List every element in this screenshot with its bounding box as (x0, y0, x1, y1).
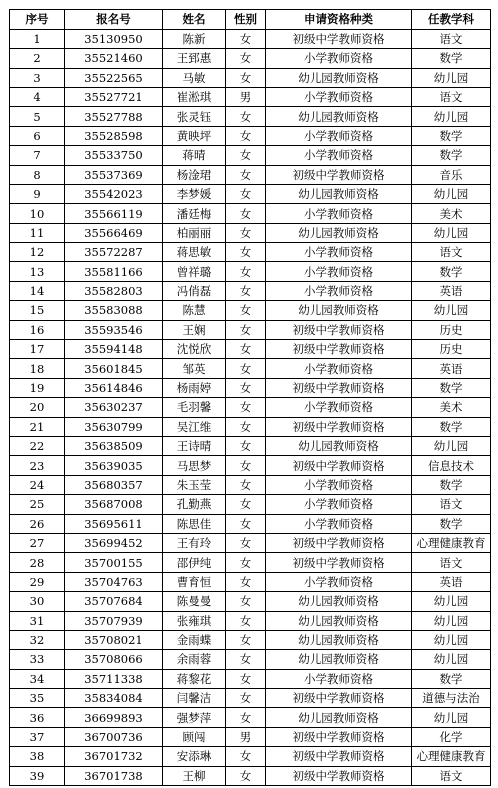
cell-gender: 女 (226, 378, 266, 397)
cell-name: 杨雨婷 (163, 378, 226, 397)
cell-serial-number: 2 (10, 49, 65, 68)
cell-qualification-type: 初级中学教师资格 (266, 766, 412, 785)
cell-serial-number: 4 (10, 87, 65, 106)
cell-serial-number: 15 (10, 301, 65, 320)
cell-qualification-type: 初级中学教师资格 (266, 553, 412, 572)
cell-name: 沈悦欣 (163, 340, 226, 359)
cell-name: 蒋黎花 (163, 669, 226, 688)
cell-qualification-type: 小学教师资格 (266, 495, 412, 514)
cell-teaching-subject: 幼儿园 (412, 107, 491, 126)
cell-serial-number: 34 (10, 669, 65, 688)
table-row (10, 456, 491, 475)
table-row (10, 572, 491, 591)
cell-teaching-subject: 化学 (412, 727, 491, 746)
table-row (10, 533, 491, 552)
cell-serial-number: 23 (10, 456, 65, 475)
cell-qualification-type: 幼儿园教师资格 (266, 223, 412, 242)
cell-qualification-type: 幼儿园教师资格 (266, 592, 412, 611)
cell-registration-number: 35687008 (65, 495, 163, 514)
cell-serial-number: 19 (10, 378, 65, 397)
cell-teaching-subject: 数学 (412, 262, 491, 281)
table-row (10, 68, 491, 87)
cell-name: 潘廷梅 (163, 204, 226, 223)
table-row (10, 184, 491, 203)
cell-teaching-subject: 音乐 (412, 165, 491, 184)
cell-serial-number: 38 (10, 747, 65, 766)
cell-serial-number: 22 (10, 437, 65, 456)
cell-teaching-subject: 语文 (412, 29, 491, 48)
cell-name: 顾闯 (163, 727, 226, 746)
cell-teaching-subject: 信息技术 (412, 456, 491, 475)
cell-teaching-subject: 语文 (412, 87, 491, 106)
table-row (10, 107, 491, 126)
table-row (10, 320, 491, 339)
cell-teaching-subject: 英语 (412, 359, 491, 378)
cell-qualification-type: 小学教师资格 (266, 669, 412, 688)
cell-gender: 女 (226, 514, 266, 533)
table-row (10, 340, 491, 359)
cell-qualification-type: 幼儿园教师资格 (266, 708, 412, 727)
cell-name: 王郅惠 (163, 49, 226, 68)
cell-serial-number: 12 (10, 243, 65, 262)
cell-registration-number: 35583088 (65, 301, 163, 320)
cell-teaching-subject: 幼儿园 (412, 223, 491, 242)
cell-name: 蒋晴 (163, 146, 226, 165)
cell-gender: 女 (226, 475, 266, 494)
cell-serial-number: 32 (10, 630, 65, 649)
cell-registration-number: 35708021 (65, 630, 163, 649)
cell-registration-number: 35614846 (65, 378, 163, 397)
cell-gender: 女 (226, 126, 266, 145)
table-row (10, 378, 491, 397)
cell-registration-number: 35594148 (65, 340, 163, 359)
cell-serial-number: 31 (10, 611, 65, 630)
header-name: 姓名 (163, 10, 226, 30)
cell-teaching-subject: 语文 (412, 495, 491, 514)
cell-gender: 女 (226, 204, 266, 223)
table-row (10, 495, 491, 514)
cell-teaching-subject: 幼儿园 (412, 611, 491, 630)
cell-serial-number: 20 (10, 398, 65, 417)
cell-qualification-type: 幼儿园教师资格 (266, 611, 412, 630)
cell-qualification-type: 初级中学教师资格 (266, 417, 412, 436)
cell-name: 陈慧 (163, 301, 226, 320)
cell-teaching-subject: 语文 (412, 243, 491, 262)
cell-registration-number: 35528598 (65, 126, 163, 145)
cell-gender: 女 (226, 49, 266, 68)
table-row (10, 29, 491, 48)
cell-name: 王娴 (163, 320, 226, 339)
cell-gender: 女 (226, 184, 266, 203)
cell-qualification-type: 幼儿园教师资格 (266, 437, 412, 456)
table-row (10, 747, 491, 766)
cell-gender: 女 (226, 320, 266, 339)
cell-gender: 女 (226, 553, 266, 572)
cell-qualification-type: 幼儿园教师资格 (266, 184, 412, 203)
cell-name: 曾祥璐 (163, 262, 226, 281)
table-row (10, 630, 491, 649)
cell-name: 安添琳 (163, 747, 226, 766)
cell-gender: 女 (226, 689, 266, 708)
cell-teaching-subject: 美术 (412, 398, 491, 417)
cell-qualification-type: 小学教师资格 (266, 398, 412, 417)
cell-gender: 女 (226, 29, 266, 48)
cell-serial-number: 16 (10, 320, 65, 339)
cell-gender: 女 (226, 281, 266, 300)
cell-teaching-subject: 数学 (412, 417, 491, 436)
cell-registration-number: 36700736 (65, 727, 163, 746)
cell-name: 马思梦 (163, 456, 226, 475)
table-row (10, 689, 491, 708)
cell-serial-number: 27 (10, 533, 65, 552)
header-serial-number: 序号 (10, 10, 65, 30)
header-row (10, 10, 491, 30)
cell-registration-number: 35527788 (65, 107, 163, 126)
cell-name: 陈思佳 (163, 514, 226, 533)
cell-serial-number: 3 (10, 68, 65, 87)
cell-teaching-subject: 数学 (412, 126, 491, 145)
cell-gender: 男 (226, 87, 266, 106)
header-teaching-subject: 任教学科 (412, 10, 491, 30)
cell-teaching-subject: 心理健康教育 (412, 747, 491, 766)
cell-name: 柏丽丽 (163, 223, 226, 242)
cell-teaching-subject: 历史 (412, 340, 491, 359)
cell-teaching-subject: 幼儿园 (412, 301, 491, 320)
cell-serial-number: 29 (10, 572, 65, 591)
cell-name: 马敏 (163, 68, 226, 87)
cell-registration-number: 35572287 (65, 243, 163, 262)
cell-name: 王柳 (163, 766, 226, 785)
cell-name: 张灵钰 (163, 107, 226, 126)
cell-qualification-type: 小学教师资格 (266, 359, 412, 378)
cell-qualification-type: 幼儿园教师资格 (266, 630, 412, 649)
cell-gender: 女 (226, 650, 266, 669)
cell-name: 冯俏磊 (163, 281, 226, 300)
table-row (10, 281, 491, 300)
cell-name: 陈曼曼 (163, 592, 226, 611)
cell-name: 王有玲 (163, 533, 226, 552)
cell-gender: 女 (226, 359, 266, 378)
cell-teaching-subject: 语文 (412, 553, 491, 572)
cell-gender: 女 (226, 417, 266, 436)
table-row (10, 204, 491, 223)
table-row (10, 592, 491, 611)
cell-serial-number: 5 (10, 107, 65, 126)
cell-teaching-subject: 幼儿园 (412, 68, 491, 87)
cell-gender: 女 (226, 301, 266, 320)
cell-serial-number: 11 (10, 223, 65, 242)
cell-serial-number: 18 (10, 359, 65, 378)
cell-registration-number: 35521460 (65, 49, 163, 68)
cell-teaching-subject: 幼儿园 (412, 708, 491, 727)
cell-serial-number: 9 (10, 184, 65, 203)
cell-registration-number: 35593546 (65, 320, 163, 339)
cell-gender: 男 (226, 727, 266, 746)
cell-gender: 女 (226, 572, 266, 591)
cell-gender: 女 (226, 437, 266, 456)
cell-registration-number: 35566469 (65, 223, 163, 242)
cell-name: 强梦萍 (163, 708, 226, 727)
cell-gender: 女 (226, 340, 266, 359)
cell-registration-number: 35542023 (65, 184, 163, 203)
cell-registration-number: 35522565 (65, 68, 163, 87)
cell-name: 孔勤燕 (163, 495, 226, 514)
cell-name: 金雨蝶 (163, 630, 226, 649)
cell-teaching-subject: 美术 (412, 204, 491, 223)
cell-serial-number: 24 (10, 475, 65, 494)
header-registration-number: 报名号 (65, 10, 163, 30)
cell-teaching-subject: 数学 (412, 475, 491, 494)
cell-qualification-type: 初级中学教师资格 (266, 727, 412, 746)
table-row (10, 475, 491, 494)
cell-registration-number: 36701732 (65, 747, 163, 766)
cell-gender: 女 (226, 165, 266, 184)
table-row (10, 126, 491, 145)
table-row (10, 262, 491, 281)
cell-serial-number: 8 (10, 165, 65, 184)
cell-name: 余雨蓉 (163, 650, 226, 669)
cell-qualification-type: 小学教师资格 (266, 204, 412, 223)
cell-qualification-type: 幼儿园教师资格 (266, 650, 412, 669)
cell-gender: 女 (226, 533, 266, 552)
cell-name: 邵伊纯 (163, 553, 226, 572)
table-row (10, 301, 491, 320)
cell-gender: 女 (226, 146, 266, 165)
cell-registration-number: 35630799 (65, 417, 163, 436)
table-row (10, 146, 491, 165)
cell-registration-number: 35707939 (65, 611, 163, 630)
cell-registration-number: 35581166 (65, 262, 163, 281)
cell-teaching-subject: 幼儿园 (412, 437, 491, 456)
cell-qualification-type: 小学教师资格 (266, 572, 412, 591)
table-row (10, 669, 491, 688)
cell-qualification-type: 初级中学教师资格 (266, 378, 412, 397)
cell-gender: 女 (226, 495, 266, 514)
cell-qualification-type: 初级中学教师资格 (266, 320, 412, 339)
cell-registration-number: 35834084 (65, 689, 163, 708)
cell-gender: 女 (226, 107, 266, 126)
cell-gender: 女 (226, 262, 266, 281)
cell-qualification-type: 幼儿园教师资格 (266, 107, 412, 126)
cell-serial-number: 1 (10, 29, 65, 48)
cell-teaching-subject: 数学 (412, 669, 491, 688)
table-row (10, 437, 491, 456)
cell-teaching-subject: 英语 (412, 281, 491, 300)
cell-name: 邹英 (163, 359, 226, 378)
cell-qualification-type: 小学教师资格 (266, 281, 412, 300)
cell-gender: 女 (226, 223, 266, 242)
cell-registration-number: 36701738 (65, 766, 163, 785)
cell-serial-number: 17 (10, 340, 65, 359)
cell-teaching-subject: 数学 (412, 49, 491, 68)
cell-qualification-type: 初级中学教师资格 (266, 533, 412, 552)
table-row (10, 611, 491, 630)
cell-qualification-type: 初级中学教师资格 (266, 689, 412, 708)
table-row (10, 243, 491, 262)
table-row (10, 223, 491, 242)
cell-name: 朱玉莹 (163, 475, 226, 494)
cell-qualification-type: 小学教师资格 (266, 475, 412, 494)
cell-qualification-type: 幼儿园教师资格 (266, 68, 412, 87)
cell-teaching-subject: 数学 (412, 514, 491, 533)
cell-serial-number: 14 (10, 281, 65, 300)
cell-gender: 女 (226, 630, 266, 649)
cell-name: 闫馨洁 (163, 689, 226, 708)
cell-serial-number: 6 (10, 126, 65, 145)
cell-teaching-subject: 道德与法治 (412, 689, 491, 708)
cell-teaching-subject: 英语 (412, 572, 491, 591)
cell-gender: 女 (226, 708, 266, 727)
cell-qualification-type: 初级中学教师资格 (266, 456, 412, 475)
header-qualification-type: 申请资格种类 (266, 10, 412, 30)
cell-serial-number: 13 (10, 262, 65, 281)
cell-name: 毛羽馨 (163, 398, 226, 417)
cell-registration-number: 35638509 (65, 437, 163, 456)
cell-registration-number: 35680357 (65, 475, 163, 494)
cell-gender: 女 (226, 611, 266, 630)
cell-teaching-subject: 幼儿园 (412, 184, 491, 203)
cell-qualification-type: 幼儿园教师资格 (266, 301, 412, 320)
cell-qualification-type: 小学教师资格 (266, 262, 412, 281)
cell-qualification-type: 初级中学教师资格 (266, 29, 412, 48)
cell-name: 黄映坪 (163, 126, 226, 145)
cell-name: 曹育恒 (163, 572, 226, 591)
cell-name: 杨淦珺 (163, 165, 226, 184)
cell-registration-number: 35708066 (65, 650, 163, 669)
cell-registration-number: 35582803 (65, 281, 163, 300)
table-header (10, 10, 491, 30)
header-gender: 性别 (226, 10, 266, 30)
applicant-table (9, 9, 491, 786)
cell-teaching-subject: 数学 (412, 146, 491, 165)
cell-registration-number: 35130950 (65, 29, 163, 48)
cell-teaching-subject: 语文 (412, 766, 491, 785)
table-row (10, 650, 491, 669)
cell-serial-number: 28 (10, 553, 65, 572)
cell-qualification-type: 初级中学教师资格 (266, 340, 412, 359)
table-body (10, 29, 491, 785)
cell-registration-number: 35711338 (65, 669, 163, 688)
cell-qualification-type: 小学教师资格 (266, 49, 412, 68)
cell-name: 吴江维 (163, 417, 226, 436)
table-row (10, 514, 491, 533)
table-row (10, 417, 491, 436)
cell-registration-number: 35707684 (65, 592, 163, 611)
cell-name: 王诗晴 (163, 437, 226, 456)
cell-serial-number: 26 (10, 514, 65, 533)
cell-gender: 女 (226, 456, 266, 475)
cell-registration-number: 35639035 (65, 456, 163, 475)
cell-teaching-subject: 数学 (412, 378, 491, 397)
table-row (10, 49, 491, 68)
cell-serial-number: 30 (10, 592, 65, 611)
cell-serial-number: 10 (10, 204, 65, 223)
cell-qualification-type: 小学教师资格 (266, 514, 412, 533)
cell-registration-number: 36699893 (65, 708, 163, 727)
table-row (10, 165, 491, 184)
cell-serial-number: 35 (10, 689, 65, 708)
cell-name: 陈新 (163, 29, 226, 48)
cell-gender: 女 (226, 243, 266, 262)
cell-qualification-type: 初级中学教师资格 (266, 165, 412, 184)
table-row (10, 553, 491, 572)
cell-registration-number: 35700155 (65, 553, 163, 572)
cell-teaching-subject: 幼儿园 (412, 650, 491, 669)
cell-gender: 女 (226, 398, 266, 417)
cell-qualification-type: 小学教师资格 (266, 126, 412, 145)
table-row (10, 708, 491, 727)
cell-name: 张雍琪 (163, 611, 226, 630)
cell-name: 崔淞琪 (163, 87, 226, 106)
cell-registration-number: 35601845 (65, 359, 163, 378)
cell-qualification-type: 小学教师资格 (266, 87, 412, 106)
cell-serial-number: 36 (10, 708, 65, 727)
cell-serial-number: 25 (10, 495, 65, 514)
cell-serial-number: 7 (10, 146, 65, 165)
cell-gender: 女 (226, 766, 266, 785)
table-row (10, 766, 491, 785)
cell-registration-number: 35695611 (65, 514, 163, 533)
cell-serial-number: 21 (10, 417, 65, 436)
cell-registration-number: 35630237 (65, 398, 163, 417)
cell-qualification-type: 初级中学教师资格 (266, 747, 412, 766)
table-row (10, 87, 491, 106)
cell-name: 李梦媛 (163, 184, 226, 203)
cell-registration-number: 35704763 (65, 572, 163, 591)
table-row (10, 359, 491, 378)
table-row (10, 727, 491, 746)
cell-gender: 女 (226, 592, 266, 611)
cell-registration-number: 35537369 (65, 165, 163, 184)
cell-serial-number: 33 (10, 650, 65, 669)
cell-registration-number: 35533750 (65, 146, 163, 165)
table-row (10, 398, 491, 417)
cell-teaching-subject: 历史 (412, 320, 491, 339)
cell-serial-number: 37 (10, 727, 65, 746)
cell-qualification-type: 小学教师资格 (266, 243, 412, 262)
cell-registration-number: 35527721 (65, 87, 163, 106)
cell-qualification-type: 小学教师资格 (266, 146, 412, 165)
cell-serial-number: 39 (10, 766, 65, 785)
cell-teaching-subject: 心理健康教育 (412, 533, 491, 552)
cell-teaching-subject: 幼儿园 (412, 592, 491, 611)
cell-registration-number: 35566119 (65, 204, 163, 223)
cell-name: 蒋思敏 (163, 243, 226, 262)
cell-gender: 女 (226, 68, 266, 87)
cell-registration-number: 35699452 (65, 533, 163, 552)
cell-gender: 女 (226, 669, 266, 688)
cell-gender: 女 (226, 747, 266, 766)
cell-teaching-subject: 幼儿园 (412, 630, 491, 649)
